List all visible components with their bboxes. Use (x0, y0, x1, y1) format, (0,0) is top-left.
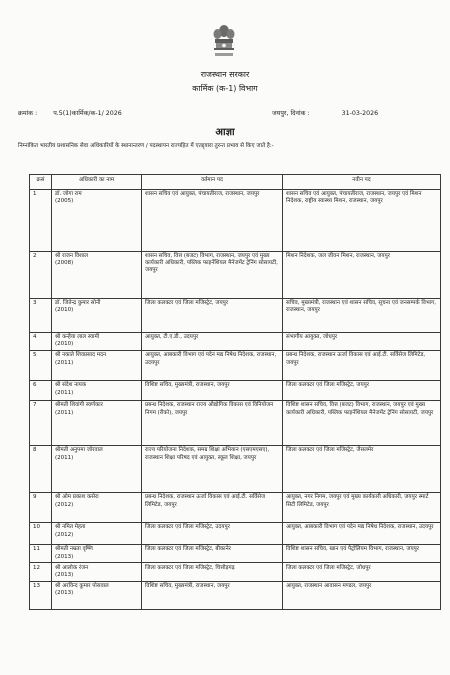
new-post-cell: आयुक्त, आबकारी विभाग एवं पदेन मद्य निषेध निदेशक, राजस्थान, उदयपुर (283, 522, 441, 544)
government-name: राजस्थान सरकार (200, 70, 250, 79)
officer-batch: (2012) (55, 501, 74, 508)
current-post-cell: जिला कलक्टर एवं जिला मजिस्ट्रेट, चित्तौड़गढ़ (142, 563, 283, 581)
current-post-cell: जिला कलक्टर एवं जिला मजिस्ट्रेट, जयपुर (142, 298, 283, 332)
table-header-row (30, 175, 441, 190)
officer-batch: (2012) (55, 531, 74, 538)
table-row (30, 522, 441, 544)
reference-number: प.5(1)कार्मिक/क-1/ 2026 (53, 110, 122, 117)
department-name: कार्मिक (क-1) विभाग (192, 84, 258, 93)
officer-name-cell (52, 350, 142, 380)
table-row (30, 350, 441, 380)
officer-name-cell (52, 298, 142, 332)
officer-batch: (2008) (55, 260, 74, 267)
serial-cell: 6 (30, 380, 52, 400)
officer-name: श्री अरविन्द कुमार पोसवाल (55, 583, 109, 590)
current-post-cell: विशिष्ट सचिव, मुख्यमंत्री, राजस्थान, जयपुर (142, 380, 283, 400)
serial-cell: 3 (30, 298, 52, 332)
table-row (30, 380, 441, 400)
new-post-cell: जिला कलक्टर एवं जिला मजिस्ट्रेट, जयपुर (283, 380, 441, 400)
officer-batch: (2013) (55, 572, 74, 579)
current-post-cell: शासन सचिव, वित्त (बजट) विभाग, राजस्थान, जयपुर एवं मुख्य कार्यकारी अधिकारी, पब्लिक फाइनेंशियल मैनेजमेंट ट्रेनिंग सोसायटी, जयपुर (142, 251, 283, 298)
officer-batch: (2013) (55, 553, 74, 560)
officer-name-cell (52, 189, 142, 251)
header-new-post: नवीन पद (283, 175, 441, 190)
officer-name: डॉ. जितेन्द्र कुमार सोनी (55, 300, 101, 306)
serial-cell: 2 (30, 251, 52, 298)
officer-name-cell (52, 400, 142, 445)
serial-cell: 1 (30, 189, 52, 251)
officer-name: श्रीमती शिवांगी स्वर्णकार (55, 402, 103, 409)
serial-cell: 13 (30, 581, 52, 609)
serial-cell: 9 (30, 492, 52, 522)
table-row (30, 298, 441, 332)
officer-name-cell (52, 563, 142, 581)
current-post-cell: जिला कलक्टर एवं जिला मजिस्ट्रेट, बीकानेर (142, 544, 283, 562)
place-date-label: जयपुर, दिनांक : (272, 110, 310, 117)
reference-label: क्रमांक : (18, 110, 38, 117)
new-post-cell: जिला कलक्टर एवं जिला मजिस्ट्रेट, जोधपुर (283, 563, 441, 581)
order-title: आज्ञा (215, 127, 235, 138)
transfer-table (29, 174, 441, 610)
current-post-cell: जिला कलक्टर एवं जिला मजिस्ट्रेट, उदयपुर (142, 522, 283, 544)
table-row (30, 492, 441, 522)
officer-batch: (2011) (55, 359, 74, 366)
new-post-cell: शासन सचिव एवं आयुक्त, पंचायतीराज, राजस्थान, जयपुर एवं मिशन निदेशक, राष्ट्रीय स्वास्थ्य मिशन, राजस्थान, जयपुर (283, 189, 441, 251)
current-post-cell: शासन सचिव एवं आयुक्त, पंचायतीराज, राजस्थान, जयपुर (142, 189, 283, 251)
new-post-cell: विशिष्ट शासन सचिव, खान एवं पैट्रोलियम विभाग, राजस्थान, जयपुर (283, 544, 441, 562)
state-emblem-icon (209, 22, 239, 62)
header-current-post: वर्तमान पद (142, 175, 283, 190)
order-date: 31-03-2026 (341, 110, 379, 117)
officer-name-cell (52, 581, 142, 609)
table-row (30, 544, 441, 562)
officer-name: श्री नमित मेहता (55, 524, 86, 531)
officer-name: डॉ. जोगा राम (55, 191, 82, 197)
officer-batch: (2011) (55, 454, 74, 461)
officer-batch: (2013) (55, 590, 74, 597)
serial-cell: 7 (30, 400, 52, 445)
new-post-cell: मिशन निदेशक, जल जीवन मिशन, राजस्थान, जयपुर (283, 251, 441, 298)
serial-cell: 11 (30, 544, 52, 562)
current-post-cell: आयुक्त, आबकारी विभाग एवं पदेन मद्य निषेध निदेशक, राजस्थान, उदयपुर (142, 350, 283, 380)
officer-name: श्री ओम प्रकाश कसेरा (55, 494, 99, 501)
new-post-cell: सचिव, मुख्यमंत्री, राजस्थान एवं शासन सचिव, सूचना एवं जनसम्पर्क विभाग, राजस्थान, जयपुर (283, 298, 441, 332)
officer-name-cell (52, 332, 142, 350)
reference-number-line (18, 110, 122, 118)
officer-name: श्रीमती नम्रता वृष्णि (55, 546, 93, 553)
table-row (30, 189, 441, 251)
officer-batch: (2010) (55, 307, 74, 314)
new-post-cell: संभागीय आयुक्त, जोधपुर (283, 332, 441, 350)
table-row (30, 400, 441, 445)
current-post-cell: राज्य परियोजना निदेशक, समग्र शिक्षा अभियान (एसएमएसए), राजस्थान शिक्षा परिषद एवं आयुक्त, स्कूल शिक्षा, जयपुर (142, 445, 283, 492)
table-row (30, 563, 441, 581)
officer-name: श्री आलोक रंजन (55, 564, 89, 571)
intro-paragraph: निम्नांकित भारतीय प्रशासनिक सेवा अधिकारियों के स्थानान्तरण / पदस्थापन राज्यहित में एतद्द्वारा तुरन्त प्रभाव से किए जाते है:- (18, 143, 274, 149)
serial-cell: 5 (30, 350, 52, 380)
officer-name: श्रीमती अनुपमा जोरवाल (55, 447, 103, 454)
officer-name-cell (52, 544, 142, 562)
officer-name-cell (52, 380, 142, 400)
serial-cell: 10 (30, 522, 52, 544)
header-officer-name: अधिकारी का नाम (52, 175, 142, 190)
table-row (30, 445, 441, 492)
new-post-cell: प्रबन्ध निदेशक, राजस्थान ऊर्जा विकास एवं आई.टी. सर्विसेज लिमिटेड, जयपुर (283, 350, 441, 380)
serial-cell: 8 (30, 445, 52, 492)
officer-name-cell (52, 251, 142, 298)
new-post-cell: विशिष्ट शासन सचिव, वित्त (बजट) विभाग, राजस्थान, जयपुर एवं मुख्य कार्यकारी अधिकारी, पब्लिक फाइनेंशियल मैनेजमेंट ट्रेनिंग सोसायटी, जयपुर (283, 400, 441, 445)
place-date-line (272, 110, 378, 118)
current-post-cell: प्रबन्ध निदेशक, राजस्थान ऊर्जा विकास एवं आई.टी. सर्विसेज लिमिटेड, जयपुर (142, 492, 283, 522)
officer-batch: (2011) (55, 409, 74, 416)
table-row (30, 332, 441, 350)
officer-batch: (2010) (55, 341, 74, 348)
officer-name: श्री राजन विशाल (55, 253, 88, 259)
current-post-cell: विशिष्ट सचिव, मुख्यमंत्री, राजस्थान, जयपुर (142, 581, 283, 609)
serial-cell: 12 (30, 563, 52, 581)
officer-name: श्री नकाते शिवप्रसाद मदन (55, 352, 107, 359)
new-post-cell: आयुक्त, नगर निगम, जयपुर एवं मुख्य कार्यकारी अधिकारी, जयपुर स्मार्ट सिटी लिमिटेड, जयपुर (283, 492, 441, 522)
new-post-cell: जिला कलक्टर एवं जिला मजिस्ट्रेट, जैसलमेर (283, 445, 441, 492)
current-post-cell: प्रबन्ध निदेशक, राजस्थान राज्य औद्योगिक विकास एवं विनियोजन निगम (रीको), जयपुर (142, 400, 283, 445)
table-row (30, 581, 441, 609)
header-serial: क्रसं (30, 175, 52, 190)
current-post-cell: आयुक्त, टी.ए.डी., उदयपुर (142, 332, 283, 350)
officer-name: श्री संदेश नायक (55, 382, 87, 389)
serial-cell: 4 (30, 332, 52, 350)
officer-name-cell (52, 445, 142, 492)
officer-name-cell (52, 492, 142, 522)
table-row (30, 251, 441, 298)
officer-name: श्री कन्हैया लाल स्वामी (55, 334, 100, 340)
new-post-cell: आयुक्त, राजस्थान आवासन मण्डल, जयपुर (283, 581, 441, 609)
officer-batch: (2005) (55, 198, 74, 205)
officer-batch: (2011) (55, 389, 74, 396)
officer-name-cell (52, 522, 142, 544)
